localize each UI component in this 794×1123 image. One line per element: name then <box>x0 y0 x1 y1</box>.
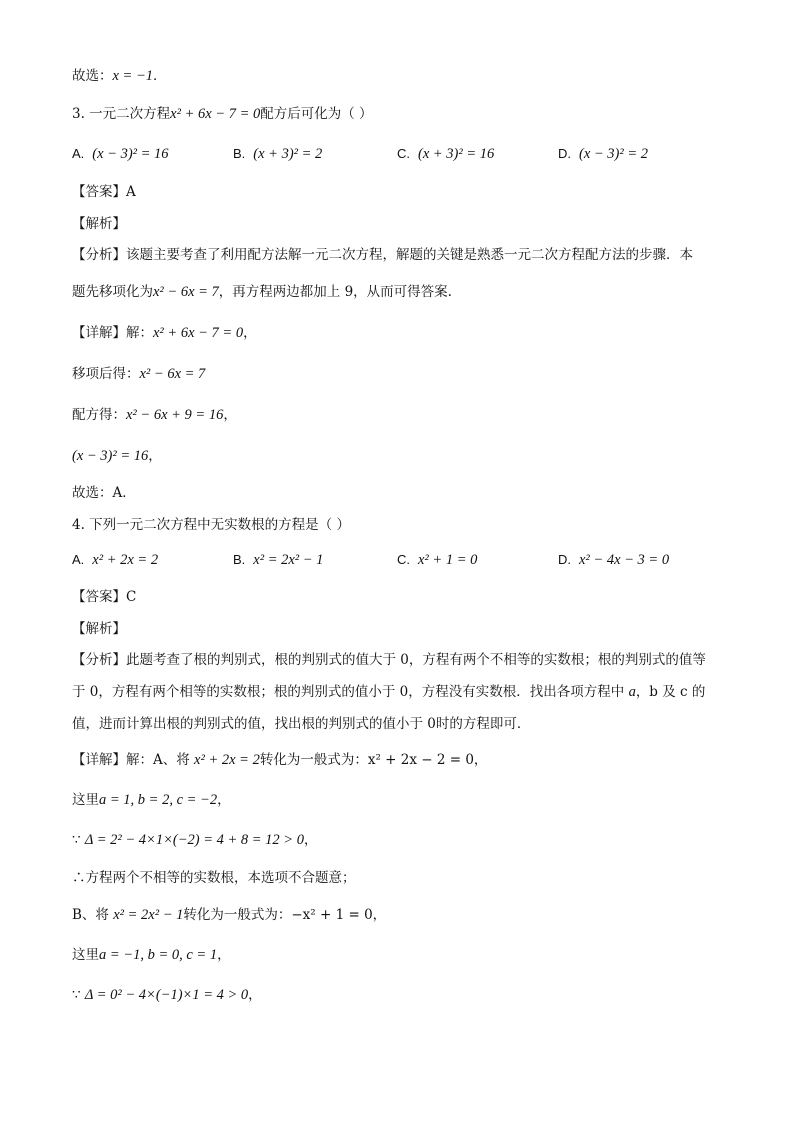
option-expression: x² = 2x² − 1 <box>253 552 324 568</box>
line-suffix: 转化为一般式为：x² + 2x − 2 = 0， <box>259 752 488 768</box>
line-text: 【答案】A <box>72 184 136 200</box>
math-expression: x² + 6x − 7 = 0 <box>170 106 261 122</box>
line-s9 <box>72 985 262 1005</box>
line-ans3 <box>72 182 136 202</box>
line-s2 <box>72 405 237 425</box>
line-fx3b <box>72 282 452 302</box>
line-s7 <box>72 905 386 925</box>
option-letter: C. <box>397 146 410 161</box>
math-expression: x² − 6x = 7 <box>139 366 206 382</box>
option-2 <box>233 144 322 164</box>
line-text: ∴方程两个不相等的实数根，本选项不合题意； <box>72 870 356 886</box>
line-fx3a <box>72 245 693 265</box>
line-prefix: 这里 <box>72 947 99 963</box>
line-suffix: ， <box>217 947 231 963</box>
option-letter: B. <box>233 552 246 567</box>
line-prefix: 于 0，方程有两个相等的实数根；根的判别式的值小于 0，方程没有实数根．找出各项方程中 <box>72 684 629 700</box>
line-prefix: 配方得： <box>72 407 126 423</box>
option-2 <box>233 550 323 570</box>
option-letter: A. <box>72 552 85 567</box>
line-l1 <box>72 66 167 86</box>
option-4 <box>558 550 669 570</box>
math-expression: Δ = 2² − 4×1×(−2) = 4 + 8 = 12 > 0 <box>84 832 304 848</box>
math-expression: Δ = 0² − 4×(−1)×1 = 4 > 0 <box>84 987 249 1003</box>
line-prefix: 【详解】解：A、将 <box>72 752 195 768</box>
option-expression: (x − 3)² = 16 <box>92 146 169 162</box>
line-suffix: ， <box>248 987 262 1003</box>
line-suffix: ， <box>223 407 237 423</box>
line-suffix: ． <box>153 68 167 84</box>
option-1 <box>72 550 158 570</box>
line-text: 【分析】该题主要考查了利用配方法解一元二次方程，解题的关键是熟悉一元二次方程配方法的步骤．本 <box>72 247 693 263</box>
line-prefix: 题先移项化为 <box>72 284 153 300</box>
line-jx3 <box>72 214 126 234</box>
line-prefix: 【详解】解： <box>72 325 153 341</box>
math-expression: x = −1 <box>112 68 154 84</box>
line-s8 <box>72 945 231 965</box>
option-3 <box>397 550 477 570</box>
option-4 <box>558 144 648 164</box>
math-expression: x² + 2x = 2 <box>194 752 260 768</box>
line-prefix: B、将 <box>72 907 114 923</box>
math-expression: x² = 2x² − 1 <box>113 907 184 923</box>
line-prefix: 3. 一元二次方程 <box>72 106 171 122</box>
option-letter: D. <box>558 552 571 567</box>
line-text: 值，进而计算出根的判别式的值，找出根的判别式的值小于 0时的方程即可． <box>72 716 531 732</box>
line-text: 故选：A． <box>72 485 136 501</box>
line-text: 【分析】此题考查了根的判别式，根的判别式的值大于 0，方程有两个不相等的实数根；根的判别式的值等 <box>72 652 706 668</box>
line-s5 <box>72 830 317 850</box>
math-expression: x² − 6x = 7 <box>153 284 219 300</box>
line-text: 【答案】C <box>72 589 137 605</box>
line-xj3 <box>72 323 257 343</box>
line-fx4b <box>72 682 705 702</box>
line-suffix: ， <box>148 448 162 464</box>
math-expression: x² − 6x + 9 = 16 <box>126 407 224 423</box>
line-prefix: 故选： <box>72 68 113 84</box>
line-s6 <box>72 868 356 888</box>
math-expression: a = 1, b = 2, c = −2 <box>99 792 218 808</box>
line-suffix: ，b 及 c 的 <box>635 684 706 700</box>
option-letter: D. <box>558 146 571 161</box>
math-expression: x² + 6x − 7 = 0 <box>153 325 244 341</box>
option-letter: A. <box>72 146 85 161</box>
option-3 <box>397 144 494 164</box>
line-text: 4. 下列一元二次方程中无实数根的方程是（ ） <box>72 517 350 533</box>
line-ans4 <box>72 587 136 607</box>
option-1 <box>72 144 169 164</box>
line-prefix: ∵ <box>72 987 85 1003</box>
line-suffix: 转化为一般式为：−x² + 1 = 0， <box>183 907 387 923</box>
math-expression: a <box>628 684 636 700</box>
option-expression: (x + 3)² = 16 <box>418 146 495 162</box>
line-xj4 <box>72 750 487 770</box>
line-s1 <box>72 364 205 384</box>
option-letter: C. <box>397 552 410 567</box>
line-q4 <box>72 515 350 535</box>
math-expression: a = −1, b = 0, c = 1 <box>99 947 218 963</box>
line-suffix: ， <box>243 325 257 341</box>
line-prefix: 这里 <box>72 792 99 808</box>
option-expression: x² + 2x = 2 <box>92 552 159 568</box>
line-suffix: 配方后可化为（ ） <box>260 106 373 122</box>
option-letter: B. <box>233 146 246 161</box>
option-expression: (x − 3)² = 2 <box>579 146 649 162</box>
option-expression: x² + 1 = 0 <box>418 552 478 568</box>
line-fx4c <box>72 714 530 734</box>
math-expression: (x − 3)² = 16 <box>72 448 149 464</box>
line-fx4a <box>72 650 706 670</box>
line-suffix: ， <box>303 832 318 848</box>
line-s3 <box>72 446 162 466</box>
line-jx4 <box>72 619 126 639</box>
option-expression: x² − 4x − 3 = 0 <box>579 552 670 568</box>
line-q3 <box>72 104 373 124</box>
line-prefix: 移项后得： <box>72 366 140 382</box>
line-suffix: ， <box>217 792 231 808</box>
line-text: 【解析】 <box>72 621 126 637</box>
line-suffix: ，再方程两边都加上 9，从而可得答案. <box>218 284 452 300</box>
line-gx3 <box>72 483 136 503</box>
line-text: 【解析】 <box>72 216 126 232</box>
option-expression: (x + 3)² = 2 <box>253 146 323 162</box>
line-prefix: ∵ <box>72 832 85 848</box>
line-s4 <box>72 790 231 810</box>
